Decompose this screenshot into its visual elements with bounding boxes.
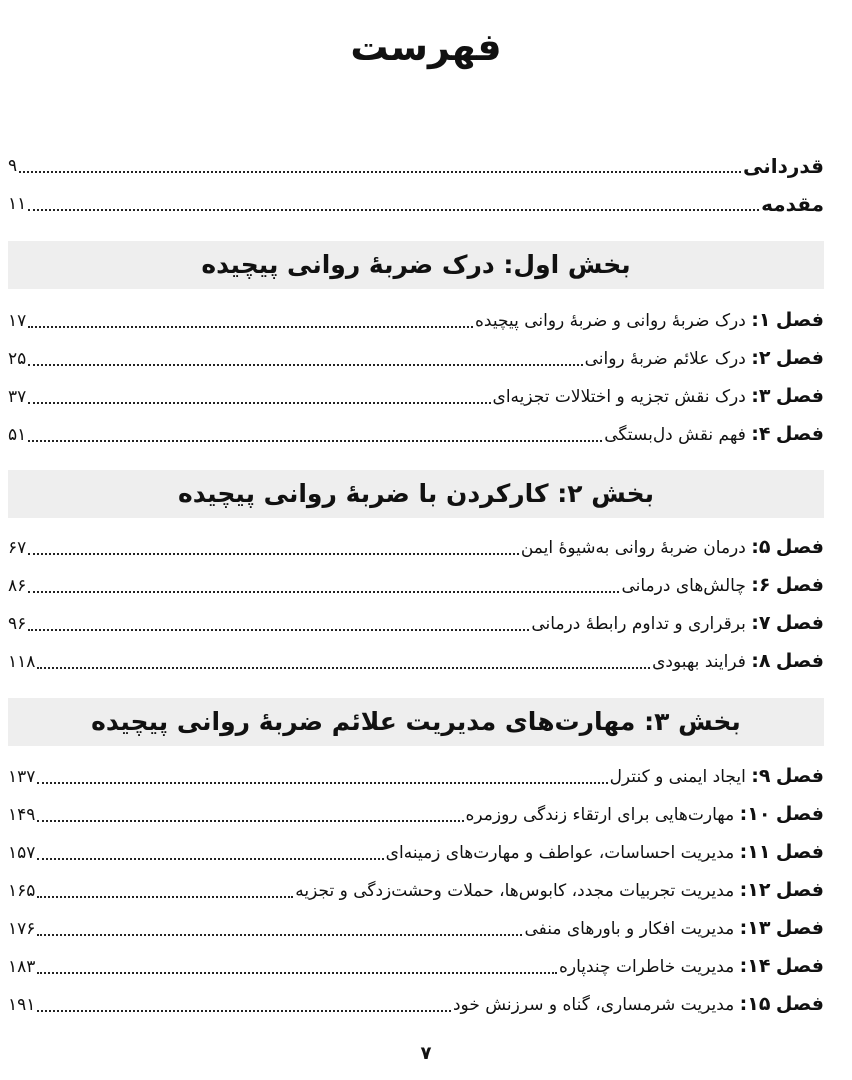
entry-page-number: ۹۶ — [8, 614, 27, 634]
toc-entry-chapter-9[interactable] — [8, 762, 824, 792]
leader-dots — [37, 858, 383, 860]
entry-page-number: ۹ — [8, 156, 18, 176]
leader-dots — [37, 667, 650, 669]
entry-title: فصل ۱: درک ضربهٔ روانی و ضربهٔ روانی پیچیده — [475, 309, 824, 331]
entry-title: مقدمه — [761, 192, 824, 216]
entry-title: فصل ۳: درک نقش تجزیه و اختلالات تجزیه‌ای — [492, 385, 824, 407]
leader-dots — [37, 1010, 451, 1012]
leader-dots — [19, 171, 741, 173]
entry-title: فصل ۶: چالش‌های درمانی — [621, 574, 824, 596]
leader-dots — [28, 326, 473, 328]
entry-title: فصل ۱۳: مدیریت افکار و باورهای منفی — [524, 917, 824, 939]
entry-page-number: ۱۷۶ — [8, 919, 36, 939]
leader-dots — [37, 896, 293, 898]
entry-page-number: ۸۶ — [8, 576, 27, 596]
entry-title: فصل ۵: درمان ضربهٔ روانی به‌شیوهٔ ایمن — [520, 536, 824, 558]
entry-page-number: ۱۶۵ — [8, 881, 36, 901]
leader-dots — [37, 972, 557, 974]
entry-page-number: ۱۱ — [8, 194, 27, 214]
entry-page-number: ۶۷ — [8, 538, 27, 558]
entry-title: فصل ۴: فهم نقش دل‌بستگی — [604, 423, 824, 445]
entry-page-number: ۵۱ — [8, 425, 27, 445]
toc-entry-chapter-10[interactable] — [8, 800, 824, 830]
toc-entry-chapter-8[interactable] — [8, 647, 824, 677]
leader-dots — [28, 591, 619, 593]
leader-dots — [28, 553, 519, 555]
entry-title: فصل ۸: فرایند بهبودی — [652, 650, 824, 672]
leader-dots — [37, 820, 463, 822]
toc-entry-chapter-7[interactable] — [8, 609, 824, 639]
toc-entry-chapter-1[interactable] — [8, 306, 824, 336]
entry-page-number: ۱۸۳ — [8, 957, 36, 977]
toc-entry-acknowledgements[interactable] — [8, 151, 824, 181]
entry-title: فصل ۹: ایجاد ایمنی و کنترل — [609, 765, 824, 787]
entry-title: فصل ۱۰: مهارت‌هایی برای ارتقاء زندگی روزمره — [465, 803, 824, 825]
leader-dots — [28, 402, 490, 404]
entry-page-number: ۱۵۷ — [8, 843, 36, 863]
leader-dots — [37, 782, 607, 784]
entry-page-number: ۱۱۸ — [8, 652, 36, 672]
leader-dots — [28, 629, 529, 631]
entry-title: قدردانی — [742, 154, 824, 178]
toc-entry-introduction[interactable] — [8, 189, 824, 219]
entry-title: فصل ۷: برقراری و تداوم رابطهٔ درمانی — [531, 612, 824, 634]
page-number: ۷ — [420, 1043, 432, 1064]
entry-title: فصل ۱۲: مدیریت تجربیات مجدد، کابوس‌ها، حملات وحشت‌زدگی و تجزیه — [295, 879, 824, 901]
toc-entry-chapter-11[interactable] — [8, 838, 824, 868]
entry-title: فصل ۱۱: مدیریت احساسات، عواطف و مهارت‌های زمینه‌ای — [385, 841, 824, 863]
toc-entry-chapter-2[interactable] — [8, 344, 824, 374]
toc-entry-chapter-12[interactable] — [8, 876, 824, 906]
entry-title: فصل ۲: درک علائم ضربهٔ روانی — [584, 347, 824, 369]
toc-entry-chapter-5[interactable] — [8, 533, 824, 563]
toc-entry-chapter-13[interactable] — [8, 914, 824, 944]
leader-dots — [28, 209, 759, 211]
entry-page-number: ۲۵ — [8, 349, 27, 369]
toc-entry-chapter-15[interactable] — [8, 990, 824, 1020]
entry-page-number: ۱۷ — [8, 311, 27, 331]
toc-entry-chapter-6[interactable] — [8, 571, 824, 601]
toc-entry-chapter-3[interactable] — [8, 382, 824, 412]
toc-entry-chapter-14[interactable] — [8, 952, 824, 982]
page-title: فهرست — [350, 25, 502, 69]
part-heading-2: بخش ۲: کارکردن با ضربهٔ روانی پیچیده — [8, 470, 824, 518]
leader-dots — [28, 440, 602, 442]
entry-title: فصل ۱۵: مدیریت شرمساری، گناه و سرزنش خود — [452, 993, 824, 1015]
entry-page-number: ۳۷ — [8, 387, 27, 407]
entry-page-number: ۱۹۱ — [8, 995, 36, 1015]
leader-dots — [28, 364, 582, 366]
toc-entry-chapter-4[interactable] — [8, 420, 824, 450]
entry-page-number: ۱۴۹ — [8, 805, 36, 825]
leader-dots — [37, 934, 522, 936]
entry-page-number: ۱۳۷ — [8, 767, 36, 787]
part-heading-3: بخش ۳: مهارت‌های مدیریت علائم ضربهٔ روانی پیچیده — [8, 698, 824, 746]
entry-title: فصل ۱۴: مدیریت خاطرات چندپاره — [558, 955, 824, 977]
part-heading-1: بخش اول: درک ضربهٔ روانی پیچیده — [8, 241, 824, 289]
